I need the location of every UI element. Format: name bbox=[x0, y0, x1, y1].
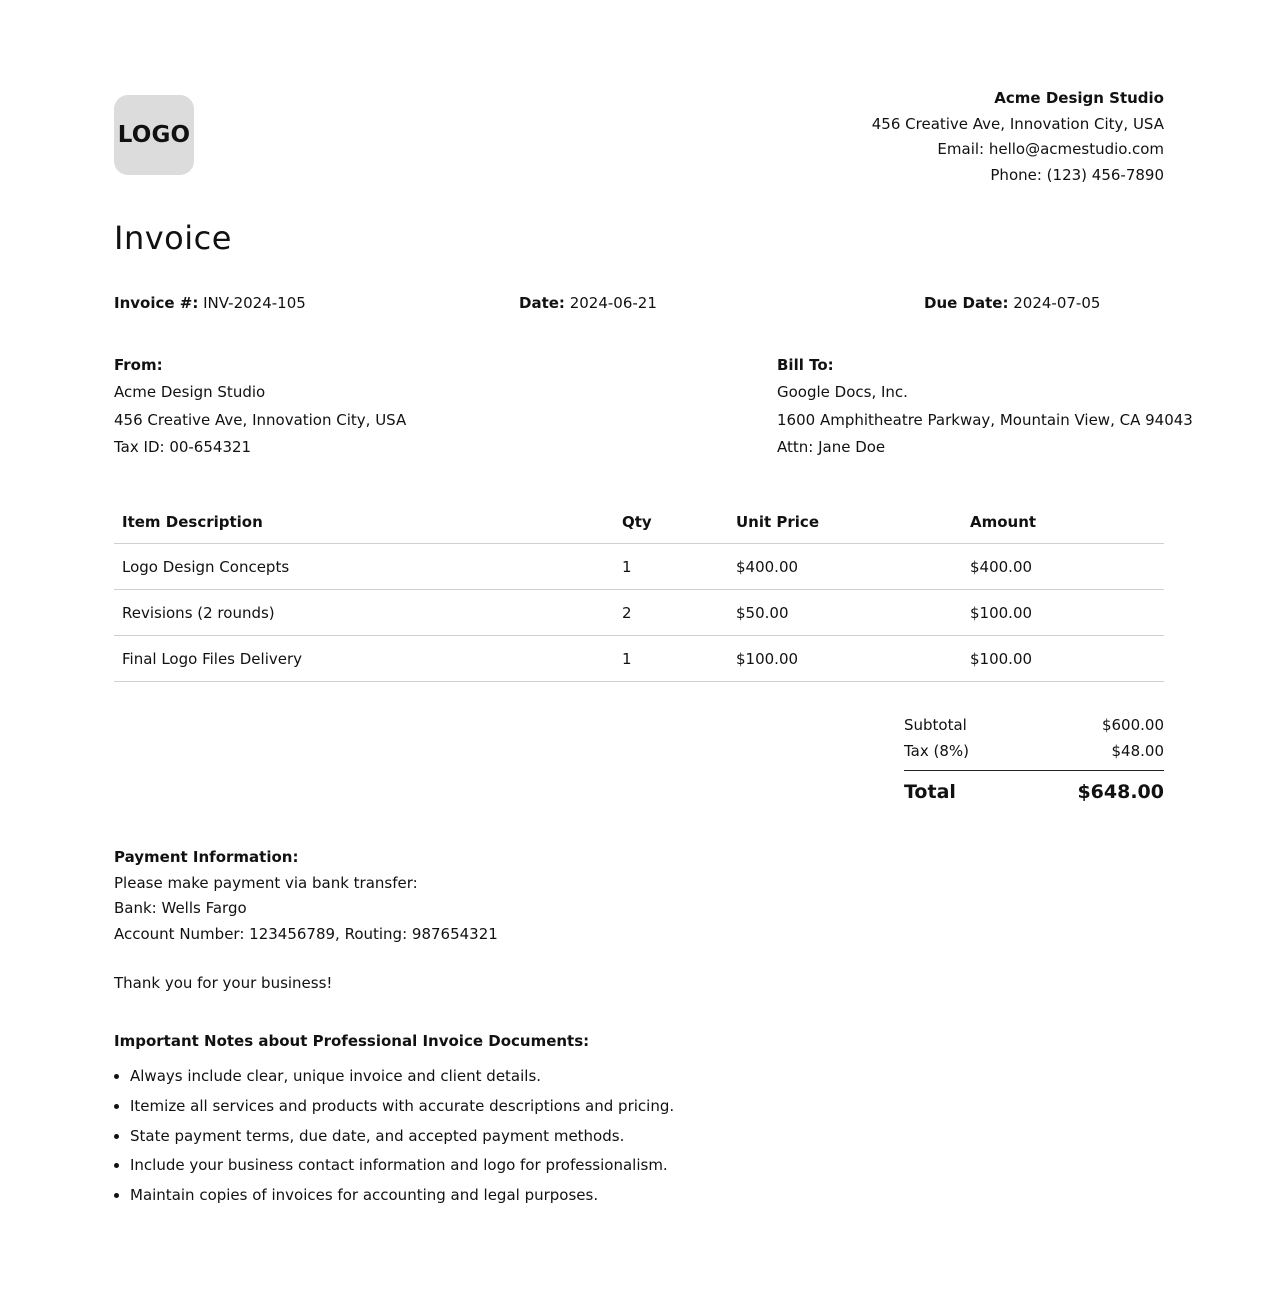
item-qty: 1 bbox=[614, 636, 728, 682]
table-row bbox=[114, 636, 1164, 682]
tax-value: $48.00 bbox=[1111, 742, 1164, 760]
item-qty: 2 bbox=[614, 590, 728, 636]
totals-section bbox=[904, 712, 1164, 813]
total-label: Total bbox=[904, 781, 956, 803]
from-section bbox=[114, 352, 406, 461]
from-name: Acme Design Studio bbox=[114, 383, 266, 402]
thank-you-message: Thank you for your business! bbox=[114, 974, 333, 992]
company-address: 456 Creative Ave, Innovation City, USA bbox=[871, 114, 1164, 133]
total-value: $648.00 bbox=[1077, 781, 1164, 803]
header-item-description: Item Description bbox=[114, 500, 614, 544]
items-table bbox=[114, 500, 1164, 682]
subtotal-row bbox=[904, 712, 1164, 738]
invoice-date bbox=[519, 294, 657, 312]
total-row bbox=[904, 771, 1164, 813]
notes-list bbox=[114, 1062, 674, 1211]
list-item: • Include your business contact information and logo for professionalism. bbox=[130, 1151, 674, 1181]
list-item: • Always include clear, unique invoice and client details. bbox=[130, 1062, 674, 1092]
logo-text: LOGO bbox=[117, 122, 191, 148]
subtotal-label: Subtotal bbox=[904, 716, 967, 734]
due-date-value: 2024-07-05 bbox=[1013, 294, 1101, 312]
company-phone: Phone: (123) 456-7890 bbox=[990, 165, 1164, 184]
invoice-date-value: 2024-06-21 bbox=[569, 294, 657, 312]
bill-to-section bbox=[777, 352, 1193, 461]
list-item: • State payment terms, due date, and accepted payment methods. bbox=[130, 1122, 674, 1152]
list-item: • Itemize all services and products with accurate descriptions and pricing. bbox=[130, 1092, 674, 1122]
item-unit-price: $50.00 bbox=[728, 590, 962, 636]
tax-row bbox=[904, 738, 1164, 764]
notes-title: Important Notes about Professional Invoice Documents: bbox=[114, 1032, 590, 1050]
item-description: Revisions (2 rounds) bbox=[114, 590, 614, 636]
header-unit-price: Unit Price bbox=[728, 500, 962, 544]
due-date-label: Due Date: bbox=[924, 294, 1009, 312]
payment-line-bank: Bank: Wells Fargo bbox=[114, 899, 247, 917]
bill-to-name: Google Docs, Inc. bbox=[777, 383, 908, 402]
item-amount: $400.00 bbox=[962, 544, 1164, 590]
invoice-number bbox=[114, 294, 306, 312]
payment-line-account: Account Number: 123456789, Routing: 987654321 bbox=[114, 924, 498, 943]
table-row bbox=[114, 544, 1164, 590]
header-amount: Amount bbox=[962, 500, 1164, 544]
item-amount: $100.00 bbox=[962, 636, 1164, 682]
table-header-row bbox=[114, 500, 1164, 544]
item-qty: 1 bbox=[614, 544, 728, 590]
subtotal-value: $600.00 bbox=[1101, 716, 1164, 734]
from-tax-id: Tax ID: 00-654321 bbox=[114, 437, 252, 456]
list-item: • Maintain copies of invoices for accounting and legal purposes. bbox=[130, 1181, 674, 1211]
item-unit-price: $100.00 bbox=[728, 636, 962, 682]
tax-label: Tax (8%) bbox=[904, 742, 970, 760]
company-logo bbox=[114, 95, 194, 175]
payment-line-method: Please make payment via bank transfer: bbox=[114, 873, 418, 892]
payment-label: Payment Information: bbox=[114, 848, 299, 866]
invoice-number-value: INV-2024-105 bbox=[203, 294, 306, 312]
invoice-date-label: Date: bbox=[519, 294, 565, 312]
company-info bbox=[872, 86, 1164, 188]
item-description: Logo Design Concepts bbox=[114, 544, 614, 590]
invoice-due-date bbox=[924, 294, 1100, 312]
item-amount: $100.00 bbox=[962, 590, 1164, 636]
from-label: From: bbox=[114, 356, 163, 374]
invoice-number-label: Invoice #: bbox=[114, 294, 199, 312]
from-address: 456 Creative Ave, Innovation City, USA bbox=[114, 410, 407, 429]
payment-info bbox=[114, 845, 498, 947]
table-row bbox=[114, 590, 1164, 636]
item-description: Final Logo Files Delivery bbox=[114, 636, 614, 682]
bill-to-address: 1600 Amphitheatre Parkway, Mountain View, CA 94043 bbox=[777, 410, 1193, 429]
bill-to-attn: Attn: Jane Doe bbox=[777, 437, 886, 456]
item-unit-price: $400.00 bbox=[728, 544, 962, 590]
bill-to-label: Bill To: bbox=[777, 356, 834, 374]
company-name: Acme Design Studio bbox=[994, 89, 1164, 107]
page-title: Invoice bbox=[114, 219, 232, 257]
company-email: Email: hello@acmestudio.com bbox=[937, 140, 1164, 158]
header-qty: Qty bbox=[614, 500, 728, 544]
